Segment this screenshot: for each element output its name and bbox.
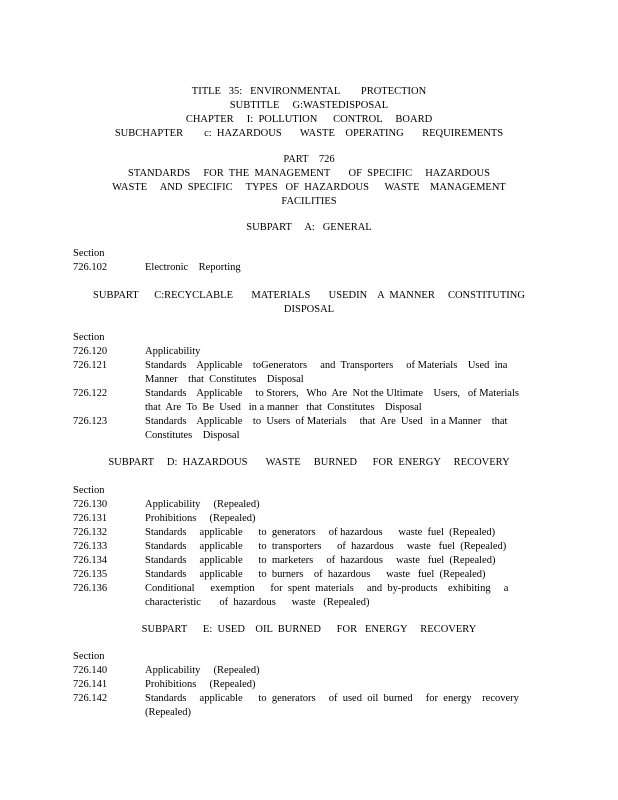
subtitle-line: SUBTITLE G:WASTEDISPOSAL xyxy=(229,100,389,111)
section-label: Section xyxy=(73,248,105,259)
section-number: 726.123 xyxy=(73,416,108,427)
section-title: Standards Applicable toGenerators and Transporters of Materials Used ina Manner that Constitutes Disposal xyxy=(145,360,508,385)
section-title: Electronic Reporting xyxy=(145,262,241,273)
section-title: Standards applicable to marketers of hazardous waste fuel (Repealed) xyxy=(145,555,496,566)
subpart-c-title-line-2: DISPOSAL xyxy=(283,304,335,315)
section-number: 726.122 xyxy=(73,388,108,399)
part-number: PART 726 xyxy=(283,154,335,165)
section-label: Section xyxy=(73,332,105,343)
part-title-line-3: FACILITIES xyxy=(281,196,337,207)
section-number: 726.133 xyxy=(73,541,108,552)
part-title-line-2: WASTE AND SPECIFIC TYPES OF HAZARDOUS WASTE MANAGEMENT xyxy=(112,182,506,193)
section-title: Prohibitions (Repealed) xyxy=(145,679,256,690)
subpart-e-title: SUBPART E: USED OIL BURNED FOR ENERGY RECOVERY xyxy=(141,624,477,635)
section-title: Standards Applicable to Storers, Who Are Not the Ultimate Users, of Materials that Are To Be Used in a manner that Constitutes Disposal xyxy=(145,388,519,413)
section-number: 726.121 xyxy=(73,360,108,371)
section-number: 726.102 xyxy=(73,262,108,273)
title-line: TITLE 35: ENVIRONMENTAL PROTECTION xyxy=(191,86,427,97)
section-title: Standards applicable to transporters of hazardous waste fuel (Repealed) xyxy=(145,541,507,552)
subpart-c-title-line-1: SUBPART C:RECYCLABLE MATERIALS USEDIN A MANNER CONSTITUTING xyxy=(93,290,525,301)
subpart-a-title: SUBPART A: GENERAL xyxy=(246,222,372,233)
section-title: Standards applicable to generators of used oil burned for energy recovery (Repealed) xyxy=(145,693,519,718)
section-title: Standards applicable to burners of hazardous waste fuel (Repealed) xyxy=(145,569,486,580)
section-title: Conditional exemption for spent materials and by-products exhibiting a characteristic of hazardous waste (Repealed) xyxy=(145,583,509,608)
part-title-line-1: STANDARDS FOR THE MANAGEMENT OF SPECIFIC HAZARDOUS xyxy=(128,168,490,179)
subpart-d-title: SUBPART D: HAZARDOUS WASTE BURNED FOR ENERGY RECOVERY xyxy=(108,457,510,468)
section-number: 726.134 xyxy=(73,555,108,566)
chapter-line: CHAPTER I: POLLUTION CONTROL BOARD xyxy=(185,114,433,125)
section-number: 726.132 xyxy=(73,527,108,538)
section-label: Section xyxy=(73,651,105,662)
section-number: 726.140 xyxy=(73,665,108,676)
section-number: 726.130 xyxy=(73,499,108,510)
section-title: Standards Applicable to Users of Materials that Are Used in a Manner that Constitutes Disposal xyxy=(145,416,508,441)
section-number: 726.141 xyxy=(73,679,108,690)
section-title: Prohibitions (Repealed) xyxy=(145,513,256,524)
section-title: Applicability (Repealed) xyxy=(145,499,260,510)
section-title: Applicability (Repealed) xyxy=(145,665,260,676)
section-number: 726.135 xyxy=(73,569,108,580)
section-number: 726.131 xyxy=(73,513,108,524)
section-title: Standards applicable to generators of hazardous waste fuel (Repealed) xyxy=(145,527,496,538)
section-title: Applicability xyxy=(145,346,201,357)
section-number: 726.136 xyxy=(73,583,108,594)
section-label: Section xyxy=(73,485,105,496)
section-number: 726.120 xyxy=(73,346,108,357)
subchapter-line: SUBCHAPTER c: HAZARDOUS WASTE OPERATING REQUIREMENTS xyxy=(114,128,504,139)
section-number: 726.142 xyxy=(73,693,108,704)
